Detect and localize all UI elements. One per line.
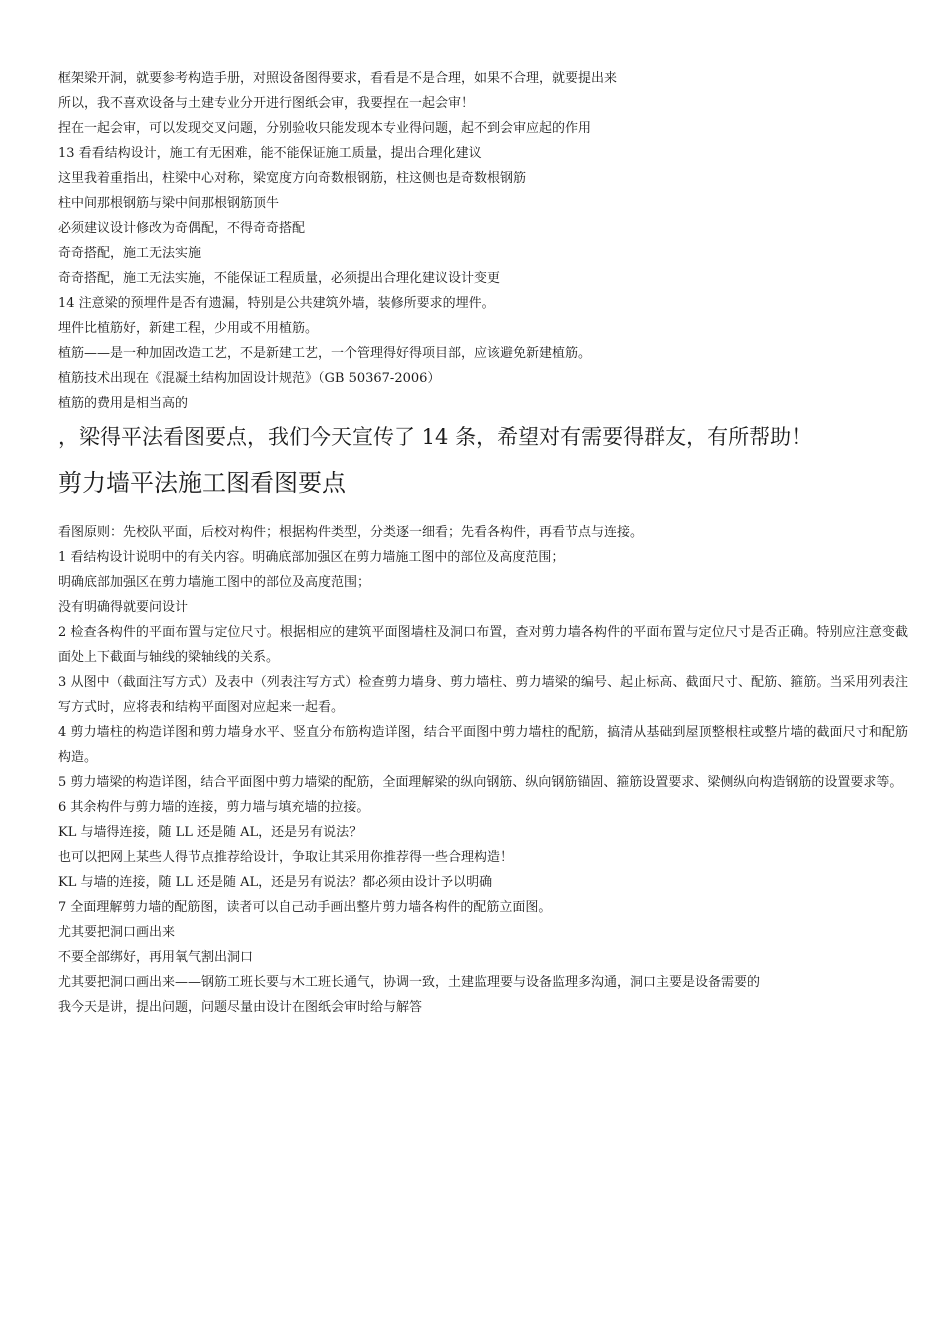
text-line: 尤其要把洞口画出来——钢筋工班长要与木工班长通气，协调一致，土建监理要与设备监理多沟通，洞口主要是设备需要的 (58, 975, 761, 990)
text-line: 也可以把网上某些人得节点推荐给设计，争取让其采用你推荐得一些合理构造！ (58, 850, 514, 865)
text-line: KL 与墙得连接，随 LL 还是随 AL，还是另有说法？ (58, 825, 363, 840)
text-line: 14 注意梁的预埋件是否有遗漏，特别是公共建筑外墙，装修所要求的埋件。 (58, 296, 495, 311)
item-6: 6 其余构件与剪力墙的连接，剪力墙与填充墙的拉接。 (58, 800, 370, 815)
item-5: 5 剪力墙梁的构造详图，结合平面图中剪力墙梁的配筋，全面理解梁的纵向钢筋、纵向钢筋锚固、箍筋设置要求、梁侧纵向构造钢筋的设置要求等。 (58, 775, 903, 790)
section-heading: 剪力墙平法施工图看图要点 (58, 469, 346, 497)
text-line: 框架梁开洞，就要参考构造手册，对照设备图得要求，看看是不是合理，如果不合理，就要提出来 (58, 71, 618, 86)
text-line: 这里我着重指出，柱梁中心对称，梁宽度方向奇数根钢筋，柱这侧也是奇数根钢筋 (58, 171, 527, 186)
item-4: 4 剪力墙柱的构造详图和剪力墙身水平、竖直分布筋构造详图，结合平面图中剪力墙柱的配筋，搞清从基础到屋顶整根柱或整片墙的截面尺寸和配筋构造。 (58, 725, 908, 765)
text-line: 所以，我不喜欢设备与土建专业分开进行图纸会审，我要捏在一起会审！ (58, 96, 475, 111)
text-line: 植筋——是一种加固改造工艺，不是新建工艺，一个管理得好得项目部，应该避免新建植筋。 (58, 346, 592, 361)
text-line: 不要全部绑好，再用氧气割出洞口 (58, 950, 254, 965)
document-page (58, 66, 908, 1020)
text-line: 13 看看结构设计，施工有无困难，能不能保证施工质量，提出合理化建议 (58, 146, 482, 161)
text-line: 捏在一起会审，可以发现交叉问题，分别验收只能发现本专业得问题，起不到会审应起的作用 (58, 121, 592, 136)
text-line: 奇奇搭配，施工无法实施 (58, 246, 202, 261)
text-line: 没有明确得就要问设计 (58, 600, 189, 615)
item-3: 3 从图中（截面注写方式）及表中（列表注写方式）检查剪力墙身、剪力墙柱、剪力墙梁的编号、起止标高、截面尺寸、配筋、箍筋。当采用列表注写方式时，应将表和结构平面图对应起来一起看。 (58, 675, 908, 715)
text-line: 奇奇搭配，施工无法实施，不能保证工程质量，必须提出合理化建议设计变更 (58, 271, 501, 286)
text-line: 明确底部加强区在剪力墙施工图中的部位及高度范围； (58, 575, 371, 590)
item-1: 1 看结构设计说明中的有关内容。明确底部加强区在剪力墙施工图中的部位及高度范围； (58, 550, 565, 565)
text-line: 必须建议设计修改为奇偶配，不得奇奇搭配 (58, 221, 306, 236)
text-line: 我今天是讲，提出问题，问题尽量由设计在图纸会审时给与解答 (58, 1000, 423, 1015)
text-line: KL 与墙的连接，随 LL 还是随 AL，还是另有说法？都必须由设计予以明确 (58, 875, 493, 890)
text-line: 植筋技术出现在《混凝土结构加固设计规范》（GB 50367-2006） (58, 371, 441, 386)
summary-line: ，梁得平法看图要点，我们今天宣传了 14 条，希望对有需要得群友，有所帮助！ (58, 425, 813, 449)
text-line: 尤其要把洞口画出来 (58, 925, 176, 940)
text-line: 埋件比植筋好，新建工程，少用或不用植筋。 (58, 321, 319, 336)
principle-line: 看图原则：先校队平面，后校对构件；根据构件类型，分类逐一细看；先看各构件，再看节点与连接。 (58, 525, 644, 540)
text-line: 柱中间那根钢筋与梁中间那根钢筋顶牛 (58, 196, 280, 211)
item-2: 2 检查各构件的平面布置与定位尺寸。根据相应的建筑平面图墙柱及洞口布置，查对剪力墙各构件的平面布置与定位尺寸是否正确。特别应注意变截面处上下截面与轴线的梁轴线的关系。 (58, 625, 908, 665)
item-7: 7 全面理解剪力墙的配筋图，读者可以自己动手画出整片剪力墙各构件的配筋立面图。 (58, 900, 552, 915)
text-line: 植筋的费用是相当高的 (58, 396, 189, 411)
